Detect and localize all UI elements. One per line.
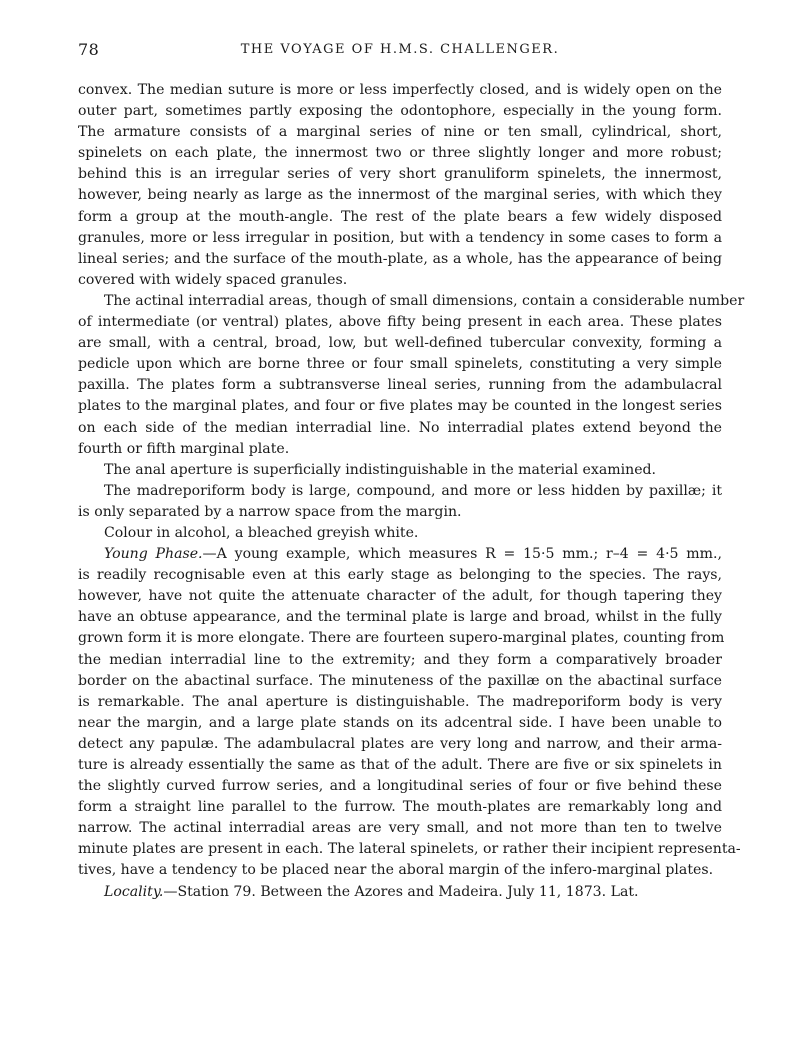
paragraph-p7 <box>78 882 722 903</box>
text-line: have an obtuse appearance, and the terminal plate is large and broad, whilst in the fully <box>78 609 722 626</box>
text-line: behind this is an irregular series of very short granuliform spinelets, the innermost, <box>78 166 722 183</box>
text-line: plates to the marginal plates, and four or five plates may be counted in the longest series <box>78 398 722 415</box>
text-line: near the margin, and a large plate stands on its adcentral side. I have been unable to <box>78 714 722 731</box>
text-line: The madreporiform body is large, compound, and more or less hidden by paxillæ; it <box>104 482 722 499</box>
paragraph-p5 <box>78 523 722 544</box>
running-title: THE VOYAGE OF H.M.S. CHALLENGER. <box>240 42 560 57</box>
text-line: on each side of the median interradial line. No interradial plates extend beyond the <box>78 419 722 436</box>
paragraph-p2 <box>78 291 745 460</box>
text-line: minute plates are present in each. The lateral spinelets, or rather their incipient representa- <box>78 841 741 858</box>
text-line: is readily recognisable even at this early stage as belonging to the species. The rays, <box>78 567 722 584</box>
text-line: tives, have a tendency to be placed near the aboral margin of the infero-marginal plates. <box>78 862 714 879</box>
italic-lead: Young Phase. <box>104 546 203 563</box>
text-line: however, being nearly as large as the innermost of the marginal series, with which they <box>78 187 722 204</box>
text-line: of intermediate (or ventral) plates, above fifty being present in each area. These plates <box>78 314 722 331</box>
text-line: is only separated by a narrow space from the margin. <box>78 503 462 520</box>
text-line: pedicle upon which are borne three or four small spinelets, constituting a very simple <box>78 356 722 373</box>
text-line: convex. The median suture is more or less imperfectly closed, and is widely open on the <box>78 82 722 98</box>
page-number: 78 <box>78 40 100 59</box>
text-line: form a straight line parallel to the furrow. The mouth-plates are remarkably long and <box>78 799 722 816</box>
paragraph-p6 <box>78 544 741 882</box>
text-line: The anal aperture is superficially indistinguishable in the material examined. <box>104 461 657 478</box>
text-line: the slightly curved furrow series, and a longitudinal series of four or five behind these <box>78 778 722 795</box>
italic-lead: Locality. <box>104 883 164 900</box>
text-line: Colour in alcohol, a bleached greyish white. <box>104 524 419 541</box>
text-line: the median interradial line to the extremity; and they form a comparatively broader <box>78 651 722 668</box>
text-line: is remarkable. The anal aperture is distinguishable. The madreporiform body is very <box>78 693 722 710</box>
text-line: The armature consists of a marginal series of nine or ten small, cylindrical, short, <box>78 124 722 141</box>
text-line: form a group at the mouth-angle. The rest of the plate bears a few widely disposed <box>78 208 722 225</box>
text-line: paxilla. The plates form a subtransverse lineal series, running from the adambulacral <box>78 377 722 394</box>
text-line: covered with widely spaced granules. <box>78 271 348 288</box>
text-line: narrow. The actinal interradial areas are very small, and not more than ten to twelve <box>78 820 722 837</box>
paragraph-p3 <box>78 460 722 481</box>
text-line: The actinal interradial areas, though of small dimensions, contain a considerable number <box>104 292 745 309</box>
paragraph-p1 <box>78 80 722 291</box>
text-line: lineal series; and the surface of the mouth-plate, as a whole, has the appearance of being <box>78 250 722 267</box>
text-line: are small, with a central, broad, low, but well-defined tubercular convexity, forming a <box>78 335 722 352</box>
text-line: Young Phase.—A young example, which measures R = 15·5 mm.; r–4 = 4·5 mm., <box>104 546 722 563</box>
text-line: granules, more or less irregular in position, but with a tendency in some cases to form a <box>78 229 722 246</box>
text-line: fourth or fifth marginal plate. <box>78 440 290 457</box>
paragraph-p4 <box>78 481 722 523</box>
body-text <box>78 80 745 903</box>
text-line: ture is already essentially the same as that of the adult. There are five or six spinelets in <box>78 757 722 773</box>
text-line: spinelets on each plate, the innermost two or three slightly longer and more robust; <box>78 145 722 162</box>
text-line: however, have not quite the attenuate character of the adult, for though tapering they <box>78 588 722 605</box>
text-line: grown form it is more elongate. There are fourteen supero-marginal plates, counting from <box>78 630 725 647</box>
text-line: Locality.—Station 79. Between the Azores and Madeira. July 11, 1873. Lat. <box>104 883 639 900</box>
text-line: detect any papulæ. The adambulacral plates are very long and narrow, and their arma- <box>78 735 722 752</box>
page-header <box>78 40 722 64</box>
text-line: border on the abactinal surface. The minuteness of the paxillæ on the abactinal surface <box>78 672 722 689</box>
text-line: outer part, sometimes partly exposing the odontophore, especially in the young form. <box>78 103 722 120</box>
